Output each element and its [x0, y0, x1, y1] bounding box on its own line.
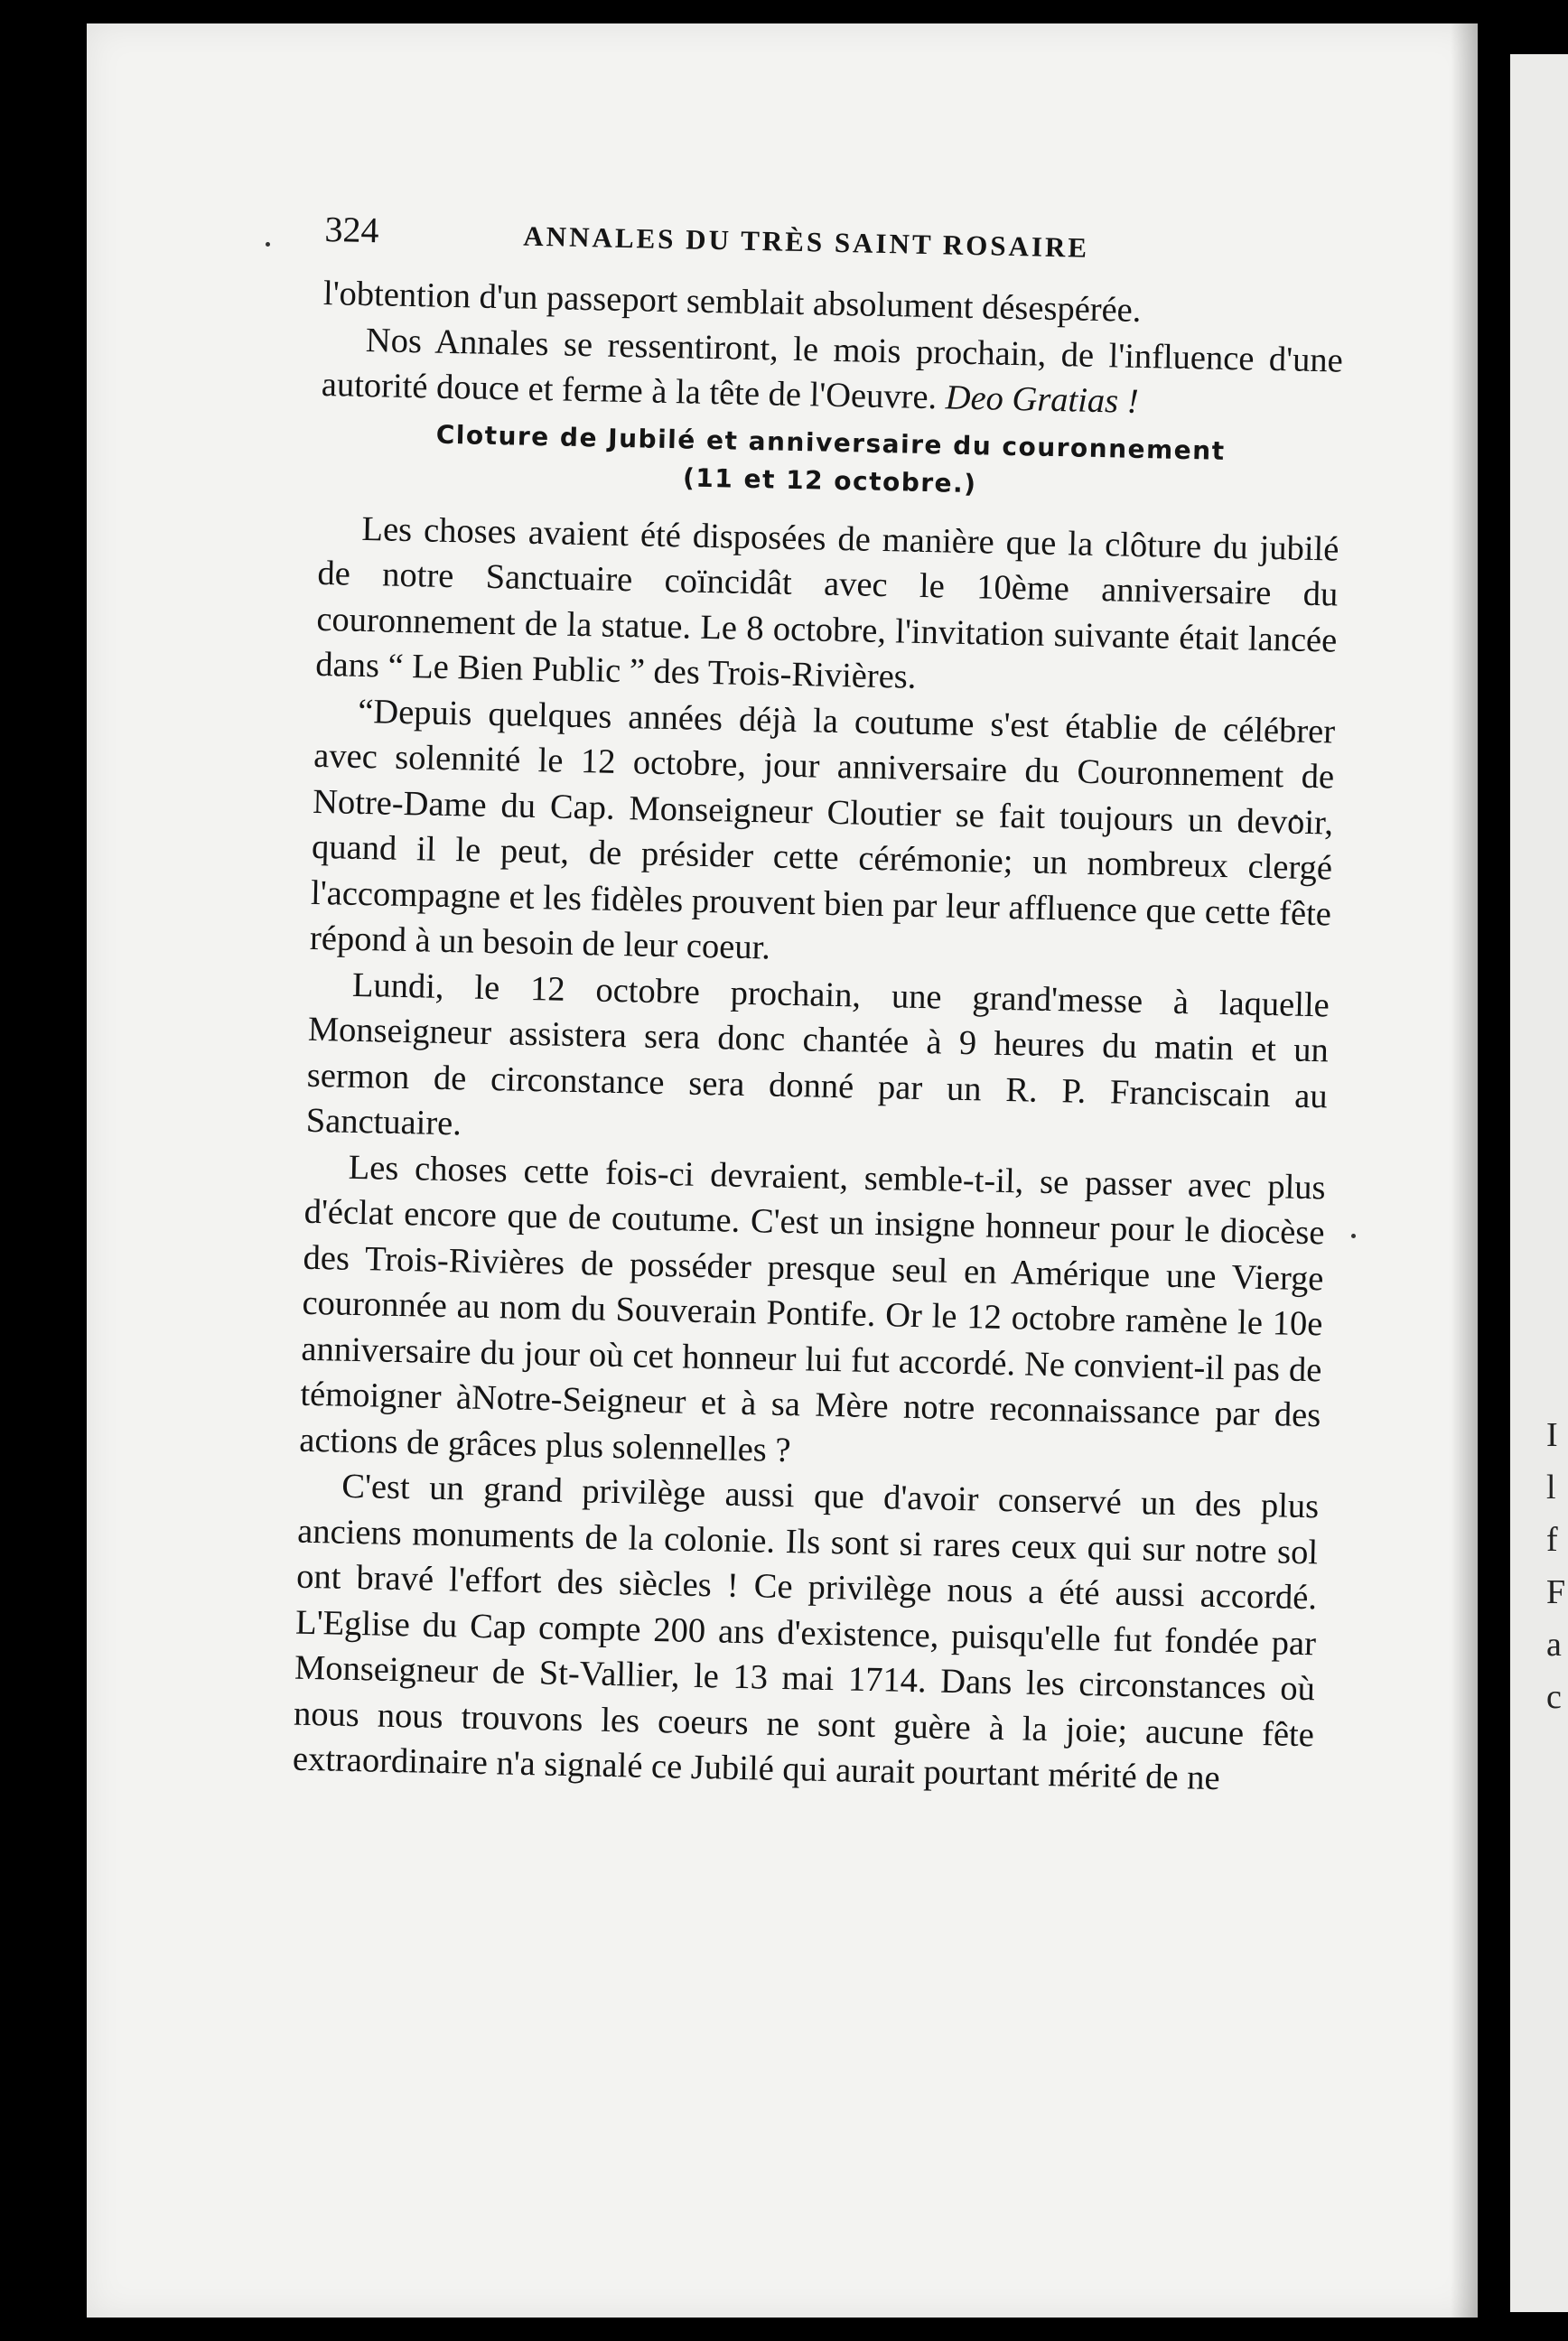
- facing-page-edge: [1510, 54, 1568, 2312]
- facing-page-char: a: [1546, 1626, 1562, 1664]
- gutter-shadow: [1451, 23, 1496, 2318]
- page-number: 324: [324, 208, 379, 251]
- section-heading-dates: (11 et 12 octobre.): [682, 462, 977, 499]
- paragraph: Les choses avaient été disposées de manière que la clôture du jubilé de notre Sanctuaire coïncidât avec le 10ème anniversaire du couronnement de la statue. Le 8 octobre, l'invitation suivante était lancée dans “ Le Bien Public ” des Trois-Rivières.: [314, 509, 1339, 696]
- paragraph: C'est un grand privilège aussi que d'avoir conservé un des plus anciens monuments de la colonie. Ils sont si rares ceux qui sur notre sol ont bravé l'effort des siècles ! Ce privilège nous a été aussi accordé. L'Eglise du Cap compte 200 ans d'existence, puisqu'elle fut fondée par Monseigneur de St-Vallier, le 13 mai 1714. Dans les circonstances où nous nous trouvons les coeurs ne sont guère à la joie; aucune fête extraordinaire n'a signalé ce Jubilé qui aurait pourtant mérité de ne: [292, 1467, 1320, 1798]
- paragraph: l'obtention d'un passeport semblait absolument désespérée.: [322, 274, 1142, 330]
- italic-closing: Deo Gratias !: [945, 378, 1140, 421]
- running-head-title: ANNALES DU TRÈS SAINT ROSAIRE: [523, 219, 1090, 264]
- facing-page-char: I: [1546, 1416, 1558, 1454]
- page-content: [292, 208, 1345, 1804]
- facing-page-char: f: [1546, 1521, 1558, 1559]
- paragraph: “Depuis quelques années déjà la coutume s'est établie de célébrer avec solennité le 12 octobre, jour anniversaire du Couronnement de Notre-Dame du Cap. Monseigneur Cloutier se fait toujours un devoir, quand il le peut, de présider cette cérémonie; un nombreux clergé l'accompagne et les fidèles prouvent bien par leur affluence que cette fête répond à un besoin de leur coeur.: [309, 692, 1336, 967]
- facing-page-char: F: [1546, 1573, 1566, 1611]
- ink-speck: [1351, 1234, 1356, 1238]
- paragraph: Les choses cette fois-ci devraient, semble-t-il, se passer avec plus d'éclat encore que de coutume. C'est un insigne honneur pour le diocèse des Trois-Rivières de posséder presque seul en Amérique une Vierge couronnée au nom du Souverain Pontife. Or le 12 octobre ramène le 10e anniversaire du jour où cet honneur lui fut accordé. Ne convient-il pas de témoigner àNotre-Seigneur et à sa Mère notre reconnaissance par des actions de grâces plus solennelles ?: [298, 1148, 1326, 1469]
- facing-page-char: l: [1546, 1469, 1556, 1506]
- section-heading-line: Cloture de Jubilé et anniversaire du couronnement: [435, 419, 1226, 466]
- facing-page-char: c: [1546, 1678, 1562, 1716]
- paragraph: Lundi, le 12 octobre prochain, une grand'messe à laquelle Monseigneur assistera sera donc chantée à 9 heures du matin et un sermon de circonstance sera donné par un R. P. Franciscain au Sanctuaire.: [305, 965, 1330, 1143]
- ink-speck: [266, 242, 270, 247]
- facing-page-fragments: [1546, 1409, 1568, 1723]
- section-heading: [319, 413, 1341, 510]
- paragraph-text: Nos Annales se ressentiront, le mois prochain, de l'influence d'une autorité douce et ferme à la tête de l'Oeuvre.: [321, 321, 1344, 417]
- body-text: [292, 271, 1344, 1804]
